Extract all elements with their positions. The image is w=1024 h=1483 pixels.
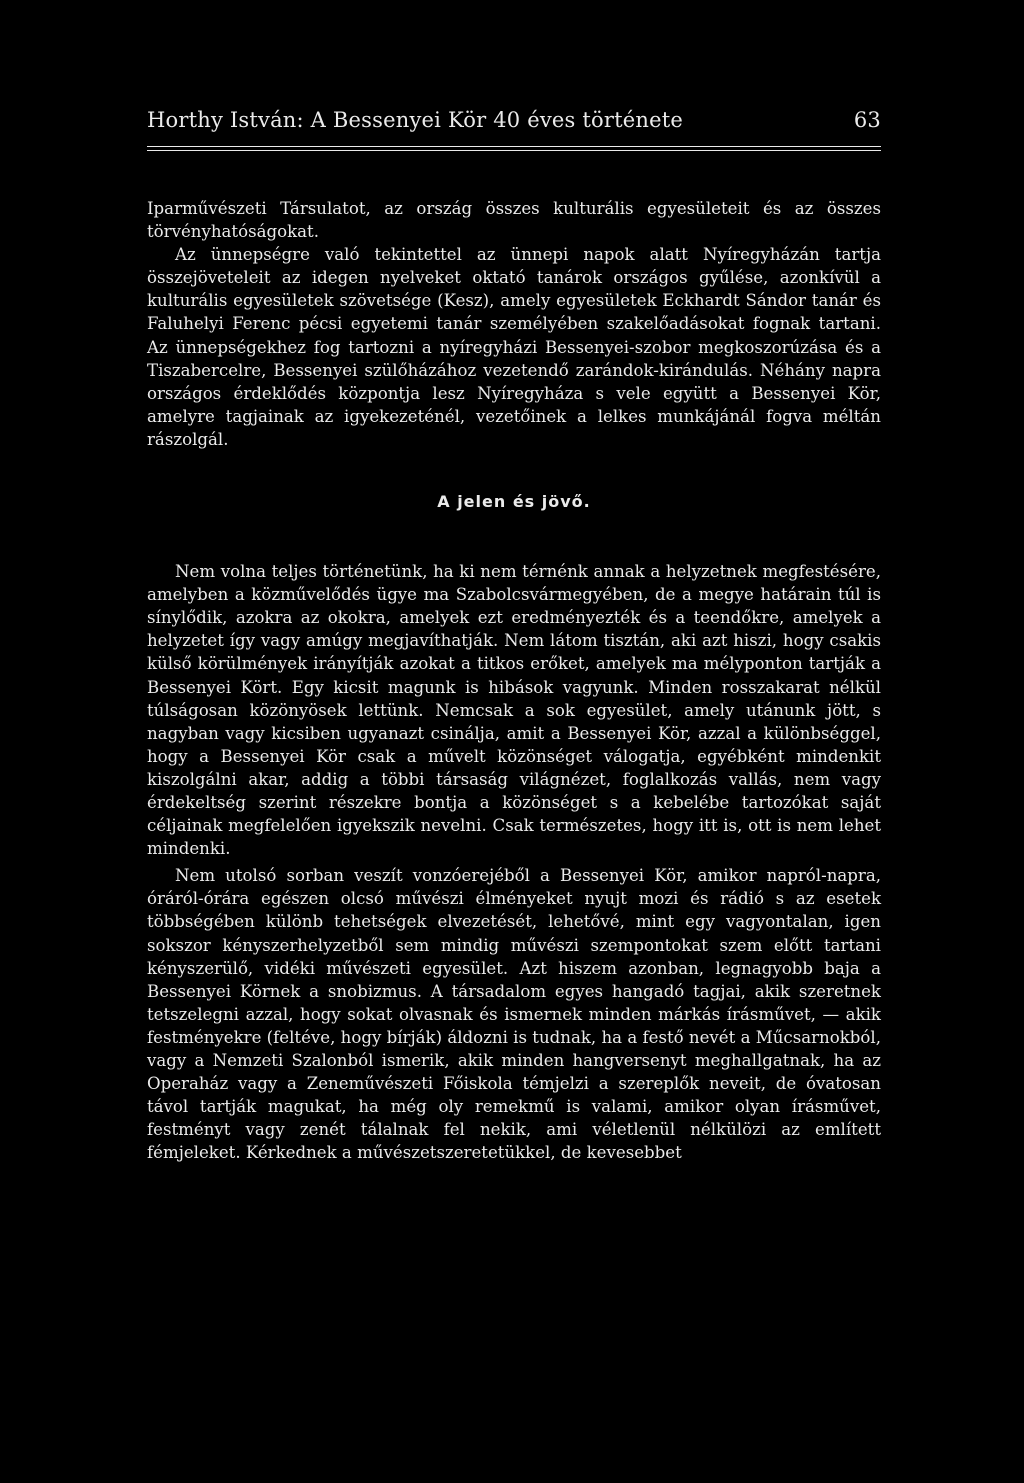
paragraph-celebration: Az ünnepségre való tekintettel az ünnepi napok alatt Nyíregyházán tartja összejöveteleit az idegen nyelveket oktató tanárok országos gyűlése, azonkívül a kulturális egyesületek szövetsége (Kesz), amely egyesületek Eckhardt Sándor tanár és Faluhelyi Ferenc pécsi egyetemi tanár személyében szakelőadásokat fognak tartani. Az ünnepségekhez fog tartozni a nyíregyházi Bessenyei-szobor megkoszorúzása és a Tiszabercelre, Bessenyei szülőházához vezetendő zarándok-kirándulás. Néhány napra országos érdeklődés központja lesz Nyíregyháza s vele együtt a Bessenyei Kör, amelyre tagjainak az igyekezeténél, vezetőinek a lelkes munkájánál fogva méltán rászolgál. <box>147 245 881 449</box>
paragraph-snobbery: Nem utolsó sorban veszít vonzóerejéből a Bessenyei Kör, amikor napról-napra, óráról-órára egészen olcsó művészi élményeket nyujt mozi és rádió s az esetek többségében különb tehetségek elvezetését, lehetővé, mint egy vagyontalan, igen sokszor kényszerhelyzetből sem mindig művészi szempontokat szem előtt tartani kényszerülő, vidéki művészeti egyesület. Azt hiszem azonban, legnagyobb baja a Bessenyei Körnek a snobizmus. A társadalom egyes hangadó tagjai, akik szeretnek tetszelegni azzal, hogy sokat olvasnak és ismernek minden márkás írásművet, — akik festményekre (feltéve, hogy bírják) áldozni is tudnak, ha a festő nevét a Műcsarnokból, vagy a Nemzeti Szalonból ismerik, akik minden hangversenyt meghallgatnak, ha az Operaház vagy a Zeneművészeti Főiskola témjelzi a szereplők neveit, de óvatosan távol tartják magukat, ha még oly remekmű is valami, amikor olyan írásművet, festményt vagy zenét tálalnak fel nekik, ami véletlenül nélkülözi az említett fémjeleket. Kérkednek a művészetszeretetükkel, de kevesebbet <box>147 866 881 1163</box>
header-rule <box>147 150 881 151</box>
section-heading: A jelen és jövő. <box>437 492 591 512</box>
page-number: 63 <box>853 108 881 132</box>
book-page <box>147 108 881 1164</box>
paragraph-continued: Iparművészeti Társulatot, az ország összes kulturális egyesületeit és az összes törvényhatóságokat. <box>147 199 881 242</box>
running-header <box>147 108 881 147</box>
running-title: Horthy István: A Bessenyei Kör 40 éves története <box>147 108 684 132</box>
paragraph-present-situation: Nem volna teljes történetünk, ha ki nem térnénk annak a helyzetnek megfestésére, amelyben a közművelődés ügye ma Szabolcsvármegyében, de a megye határain túl is sínylődik, azokra az okokra, amelyek ezt eredményezték és a teendőkre, amelyek a helyzetet így vagy amúgy megjavíthatják. Nem látom tisztán, aki azt hiszi, hogy csakis külső körülmények irányítják azokat a titkos erőket, amelyek ma mélyponton tartják a Bessenyei Kört. Egy kicsit magunk is hibások vagyunk. Minden rosszakarat nélkül túlságosan közönyösek lettünk. Nemcsak a sok egyesület, amely utánunk jött, s nagyban vagy kicsiben ugyanazt csinálja, amit a Bessenyei Kör, azzal a különbséggel, hogy a Bessenyei Kör csak a művelt közönséget válogatja, egyébként mindenkit kiszolgálni akar, addig a többi társaság világnézet, foglalkozás vallás, nem vagy érdekeltség szerint részekre bontja a közönséget s a kebelébe tartozókat saját céljainak megfelelően igyekszik nevelni. Csak természetes, hogy itt is, ott is nem lehet mindenki. <box>147 562 881 859</box>
